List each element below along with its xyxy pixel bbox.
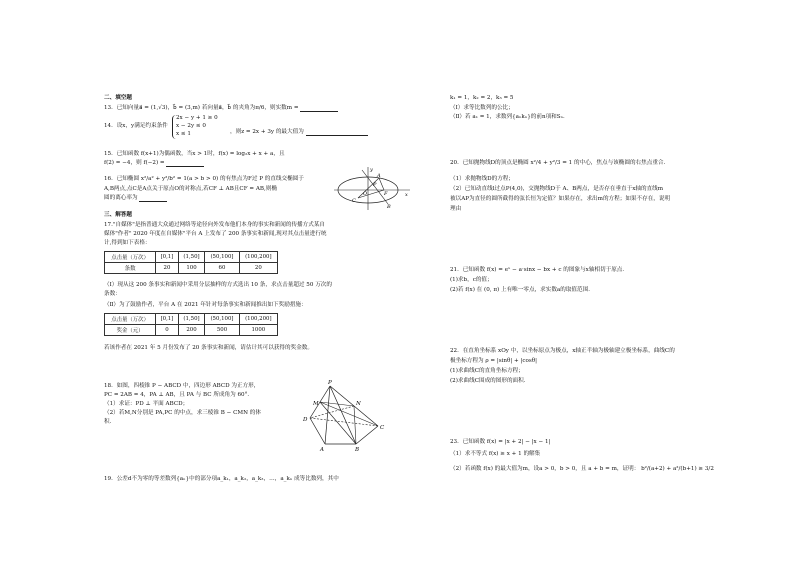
question-19-part2: （Ⅱ）若 a₁ = 1，求数列{aₙkₙ}的前n项和Sₙ． [450,114,569,120]
label-M: M [313,401,319,407]
table-row: 点击量（万次） [0,1] (1,50] (50,100] (100,200] [105,314,278,325]
table-row: 奖金（元） 0 200 500 1000 [105,325,278,336]
label-P: P [373,182,377,188]
question-20-part3: 被以AP为直径的圆所截得的弦长恒为定值？如果存在，求出m的方程；如果不存在，说明 [450,196,671,202]
answer-blank[interactable] [166,160,204,167]
label-N: N [356,401,361,407]
label-y: y [370,167,373,173]
question-17-line1: 17."自媒体"是指普通大众通过网络等途径向外发布他们本身的事实和新闻的传播方式某自 [104,222,326,228]
question-18-line4: （2）若M,N分别是 PA,PC 的中点，求三棱锥 B − CMN 的体 [104,410,261,416]
question-18-line5: 积． [104,419,116,425]
section-solve-title: 三、解答题 [104,212,132,218]
label-O: O [363,191,368,197]
question-19-line1: 19．公差d不为零的等差数列{aₙ}中的部分项a_k₁，a_k₂，a_k₃，…，a_kₙ 成等比数列，其中 [104,476,339,482]
label-B: B [387,204,391,210]
answer-blank[interactable] [306,129,368,136]
question-16-line3: 圆的离心率为 [104,195,167,202]
question-18-line1: 18．如图，四棱锥 P − ABCD 中，四边形 ABCD 为正方形， [104,383,260,389]
question-20-part4: 理由 [450,206,462,212]
question-20-part2: （2）已知动直线l过点P(4,0)，交抛物线D于 A、B两点，是否存在垂直于x轴的直线m [450,186,664,192]
question-23-part1: （1）求不等式 f(x) ≥ x + 1 的解集 [450,451,541,457]
question-22-line2: 极坐标方程为 ρ = |sinθ| + |cosθ| [450,358,538,364]
question-22-part1: (1)求曲线C的直角坐标方程； [450,368,524,374]
question-23-part2: （2）若函数 f(x) 的最大值为m，设a > 0，b > 0，且 a + b = m，证明： b²/(a+2) + a²/(b+1) ≥ 3/2 [450,466,714,472]
label-P: P [328,380,332,386]
reward-table [104,313,278,336]
question-19-part1: （Ⅰ）求等比数列的公比； [450,105,514,111]
pyramid-figure [300,378,392,454]
question-14-tail: ，则z = 2x + 3y 的最大值为 [230,129,368,136]
question-21-line1: 21．已知函数 f(x) = eˣ − a·sinx − bx + c 的图象与x轴相切于原点． [450,267,628,273]
label-A: A [320,447,324,453]
question-21-part1: (1)求b，c的值； [450,277,493,283]
label-C: C [380,425,385,431]
question-18-line2: PC = 2AB = 4，PA ⊥ AB，且 PA 与 BC 所成角为 60°． [104,392,253,398]
label-x: x [405,192,408,198]
label-B: B [355,447,360,453]
table-row: 条数 20 100 60 20 [105,263,278,274]
question-22-line1: 22．在直角坐标系 xOy 中，以坐标原点为极点，x轴正半轴为极轴建立极坐标系，曲线C的 [450,348,675,354]
question-15-line2: f(2) = −4，则 f(−2) = [104,160,204,167]
question-16-line1: 16．已知椭圆 x²/a² + y²/b² = 1(a > b > 0) 的有焦点为F过 P 的直线交椭圆于 [104,176,304,182]
constraint-system: 2x − y + 1 ≥ 0 x − 2y ≤ 0 x ≤ 1 [172,115,227,139]
section-fill-in-title: 二、填空题 [104,95,132,101]
label-F: F [384,191,388,197]
question-13: 13．已知向量a⃗ = (1,√3)，b⃗ = (3,m) 若向量a⃗，b⃗ 的夹角为π/6，则实数m = [104,105,338,112]
question-21-part2: (2)若 f(x) 在 (0, π) 上有唯一零点，求实数a的取值范围． [450,287,594,293]
answer-blank[interactable] [300,105,338,112]
question-17-part2: （Ⅱ）为了鼓励作者，平台 A 在 2021 年针对每条事实和新闻推出如下奖励措施： [104,302,307,308]
question-19-k-values: k₁ = 1，k₂ = 2，k₃ = 5 [450,95,514,101]
right-column [400,0,794,562]
question-18-line3: （1）求证：PD ⊥ 平面 ABCD； [104,401,189,407]
question-17-part3: 若该作者在 2021 年 5 月份发布了 20 条事实和新闻，请估计其可以获得的奖金数。 [104,345,313,351]
question-17-part1: （Ⅰ）现从这 200 条事实和新闻中采用分层抽样的方式选出 10 条，求点击量超过 50 万次的 [104,282,332,288]
question-15-line1: 15．已知函数 f(x+1)为偶函数，当x > 1时，f(x) = log₂x + x + a，且 [104,151,285,157]
answer-blank[interactable] [139,195,167,202]
label-D: D [303,417,308,423]
question-20-line1: 20．已知抛物线D的顶点是椭圆 x²/4 + y²/3 = 1 的中心，焦点与该椭圆的右焦点重合. [450,160,666,166]
label-A: A [377,173,381,179]
question-23-line1: 23．已知函数 f(x) = |x + 2| − |x − 1| [450,439,551,445]
question-17-line2: 媒体"作者" 2020 年度在自媒体"平台 A 上发布了 200 条事实和新闻,现对其点击量进行统 [104,231,327,237]
question-22-part2: (2)求曲线C围成的图形的面积． [450,378,530,384]
question-17-part1b: 条数： [104,291,121,297]
label-C: C [352,198,356,204]
inequality-expression: b²/(a+2) + a²/(b+1) ≥ 3/2 [641,466,714,472]
question-16-line2: A,B两点,点C是A点关于原点O的对称点,若CF ⊥ AB且CF = AB,则椭 [104,186,277,192]
click-count-table [104,251,278,274]
question-14-lead: 14．设x，y满足约束条件 [104,123,168,129]
question-20-part1: （1）求抛物线D的方程； [450,176,514,182]
table-row: 点击量（万次） [0,1] (1,50] (50,100] (100,200] [105,252,278,263]
question-17-line3: 计,得到如下表格： [104,240,151,246]
